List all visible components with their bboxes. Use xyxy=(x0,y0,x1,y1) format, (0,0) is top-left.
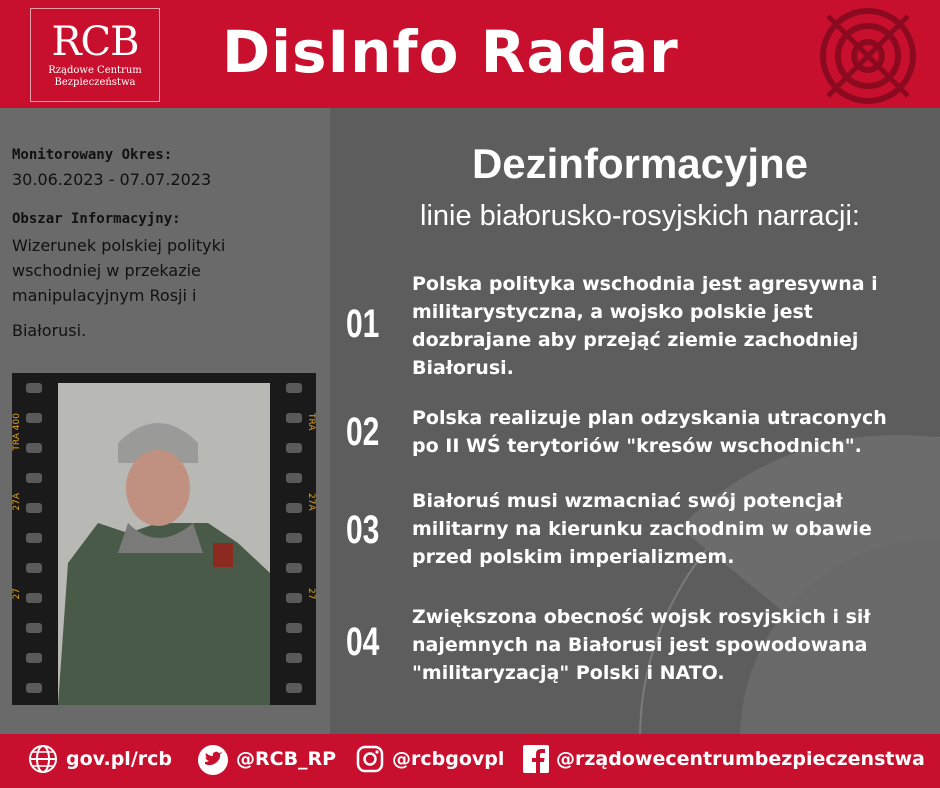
person-photo-icon xyxy=(58,383,270,705)
item-01-line-2: militarystyczna, a wojsko polskie jest xyxy=(412,301,813,323)
logo-main-text: RCB xyxy=(51,19,139,65)
instagram-icon xyxy=(355,744,385,774)
area-line-2: wschodniej w przekazie xyxy=(12,261,201,280)
twitter-icon xyxy=(197,744,229,776)
main-subheading: linie białorusko-rosyjskich narracji: xyxy=(420,200,860,232)
main-heading: Dezinformacyjne xyxy=(471,140,809,187)
area-line-3: manipulacyjnym Rosji i xyxy=(12,286,197,305)
facebook-link[interactable]: @rządowecentrumbezpieczenstwa xyxy=(556,748,925,770)
period-label: Monitorowany Okres: xyxy=(12,147,173,163)
item-02-line-2: po II WŚ terytoriów "kresów wschodnich". xyxy=(412,435,862,457)
item-04-line-3: "militaryzacją" Polski i NATO. xyxy=(412,662,725,684)
narrative-item-03 xyxy=(412,487,932,571)
globe-icon xyxy=(28,744,58,774)
photo xyxy=(58,383,270,705)
instagram-link[interactable]: @rcbgovpl xyxy=(392,748,505,770)
item-number-01: 01 xyxy=(346,302,380,346)
page-title: DisInfo Radar xyxy=(222,18,679,86)
area-line-1: Wizerunek polskiej polityki xyxy=(12,236,226,255)
film-label-right-low: 27 xyxy=(306,588,316,600)
narrative-item-02 xyxy=(412,404,932,460)
area-label: Obszar Informacyjny: xyxy=(12,211,181,227)
film-label-right-top: TRA xyxy=(306,413,316,431)
item-number-02: 02 xyxy=(346,410,380,454)
rcb-logo[interactable] xyxy=(30,8,160,102)
item-04-line-1: Zwiększona obecność wojsk rosyjskich i sił xyxy=(412,606,871,628)
film-label-left-mid: 27A xyxy=(12,493,22,511)
website-link[interactable]: gov.pl/rcb xyxy=(66,748,172,770)
period-value: 30.06.2023 - 07.07.2023 xyxy=(12,170,212,189)
item-03-line-1: Białoruś musi wzmacniać swój potencjał xyxy=(412,490,843,512)
area-line-4: Białorusi. xyxy=(12,321,87,340)
item-01-line-4: Białorusi. xyxy=(412,357,514,379)
footer-bar xyxy=(0,734,940,788)
item-number-04: 04 xyxy=(346,620,380,664)
film-label-left-low: 27 xyxy=(12,588,22,600)
item-number-03: 03 xyxy=(346,508,380,552)
facebook-icon xyxy=(522,744,550,774)
item-04-line-2: najemnych na Białorusi jest spowodowana xyxy=(412,634,868,656)
logo-sub-text-1: Rządowe Centrum xyxy=(48,65,142,76)
twitter-link[interactable]: @RCB_RP xyxy=(236,748,337,770)
item-01-line-3: dozbrajane aby przejąć ziemie zachodniej xyxy=(412,329,859,351)
item-03-line-2: militarny na kierunku zachodnim w obawie xyxy=(412,518,872,540)
radar-icon xyxy=(818,6,918,106)
item-03-line-3: przed polskim imperializmem. xyxy=(412,546,735,568)
header-bar xyxy=(0,0,940,108)
item-01-line-1: Polska polityka wschodnia jest agresywna i xyxy=(412,273,878,295)
film-label-right-mid: 27A xyxy=(306,493,316,511)
item-02-line-1: Polska realizuje plan odzyskania utraconych xyxy=(412,407,887,429)
narrative-item-04 xyxy=(412,603,932,687)
narrative-item-01 xyxy=(412,270,932,382)
film-label-top-left: TRA 400 xyxy=(12,413,22,451)
logo-sub-text-2: Bezpieczeństwa xyxy=(54,77,136,88)
